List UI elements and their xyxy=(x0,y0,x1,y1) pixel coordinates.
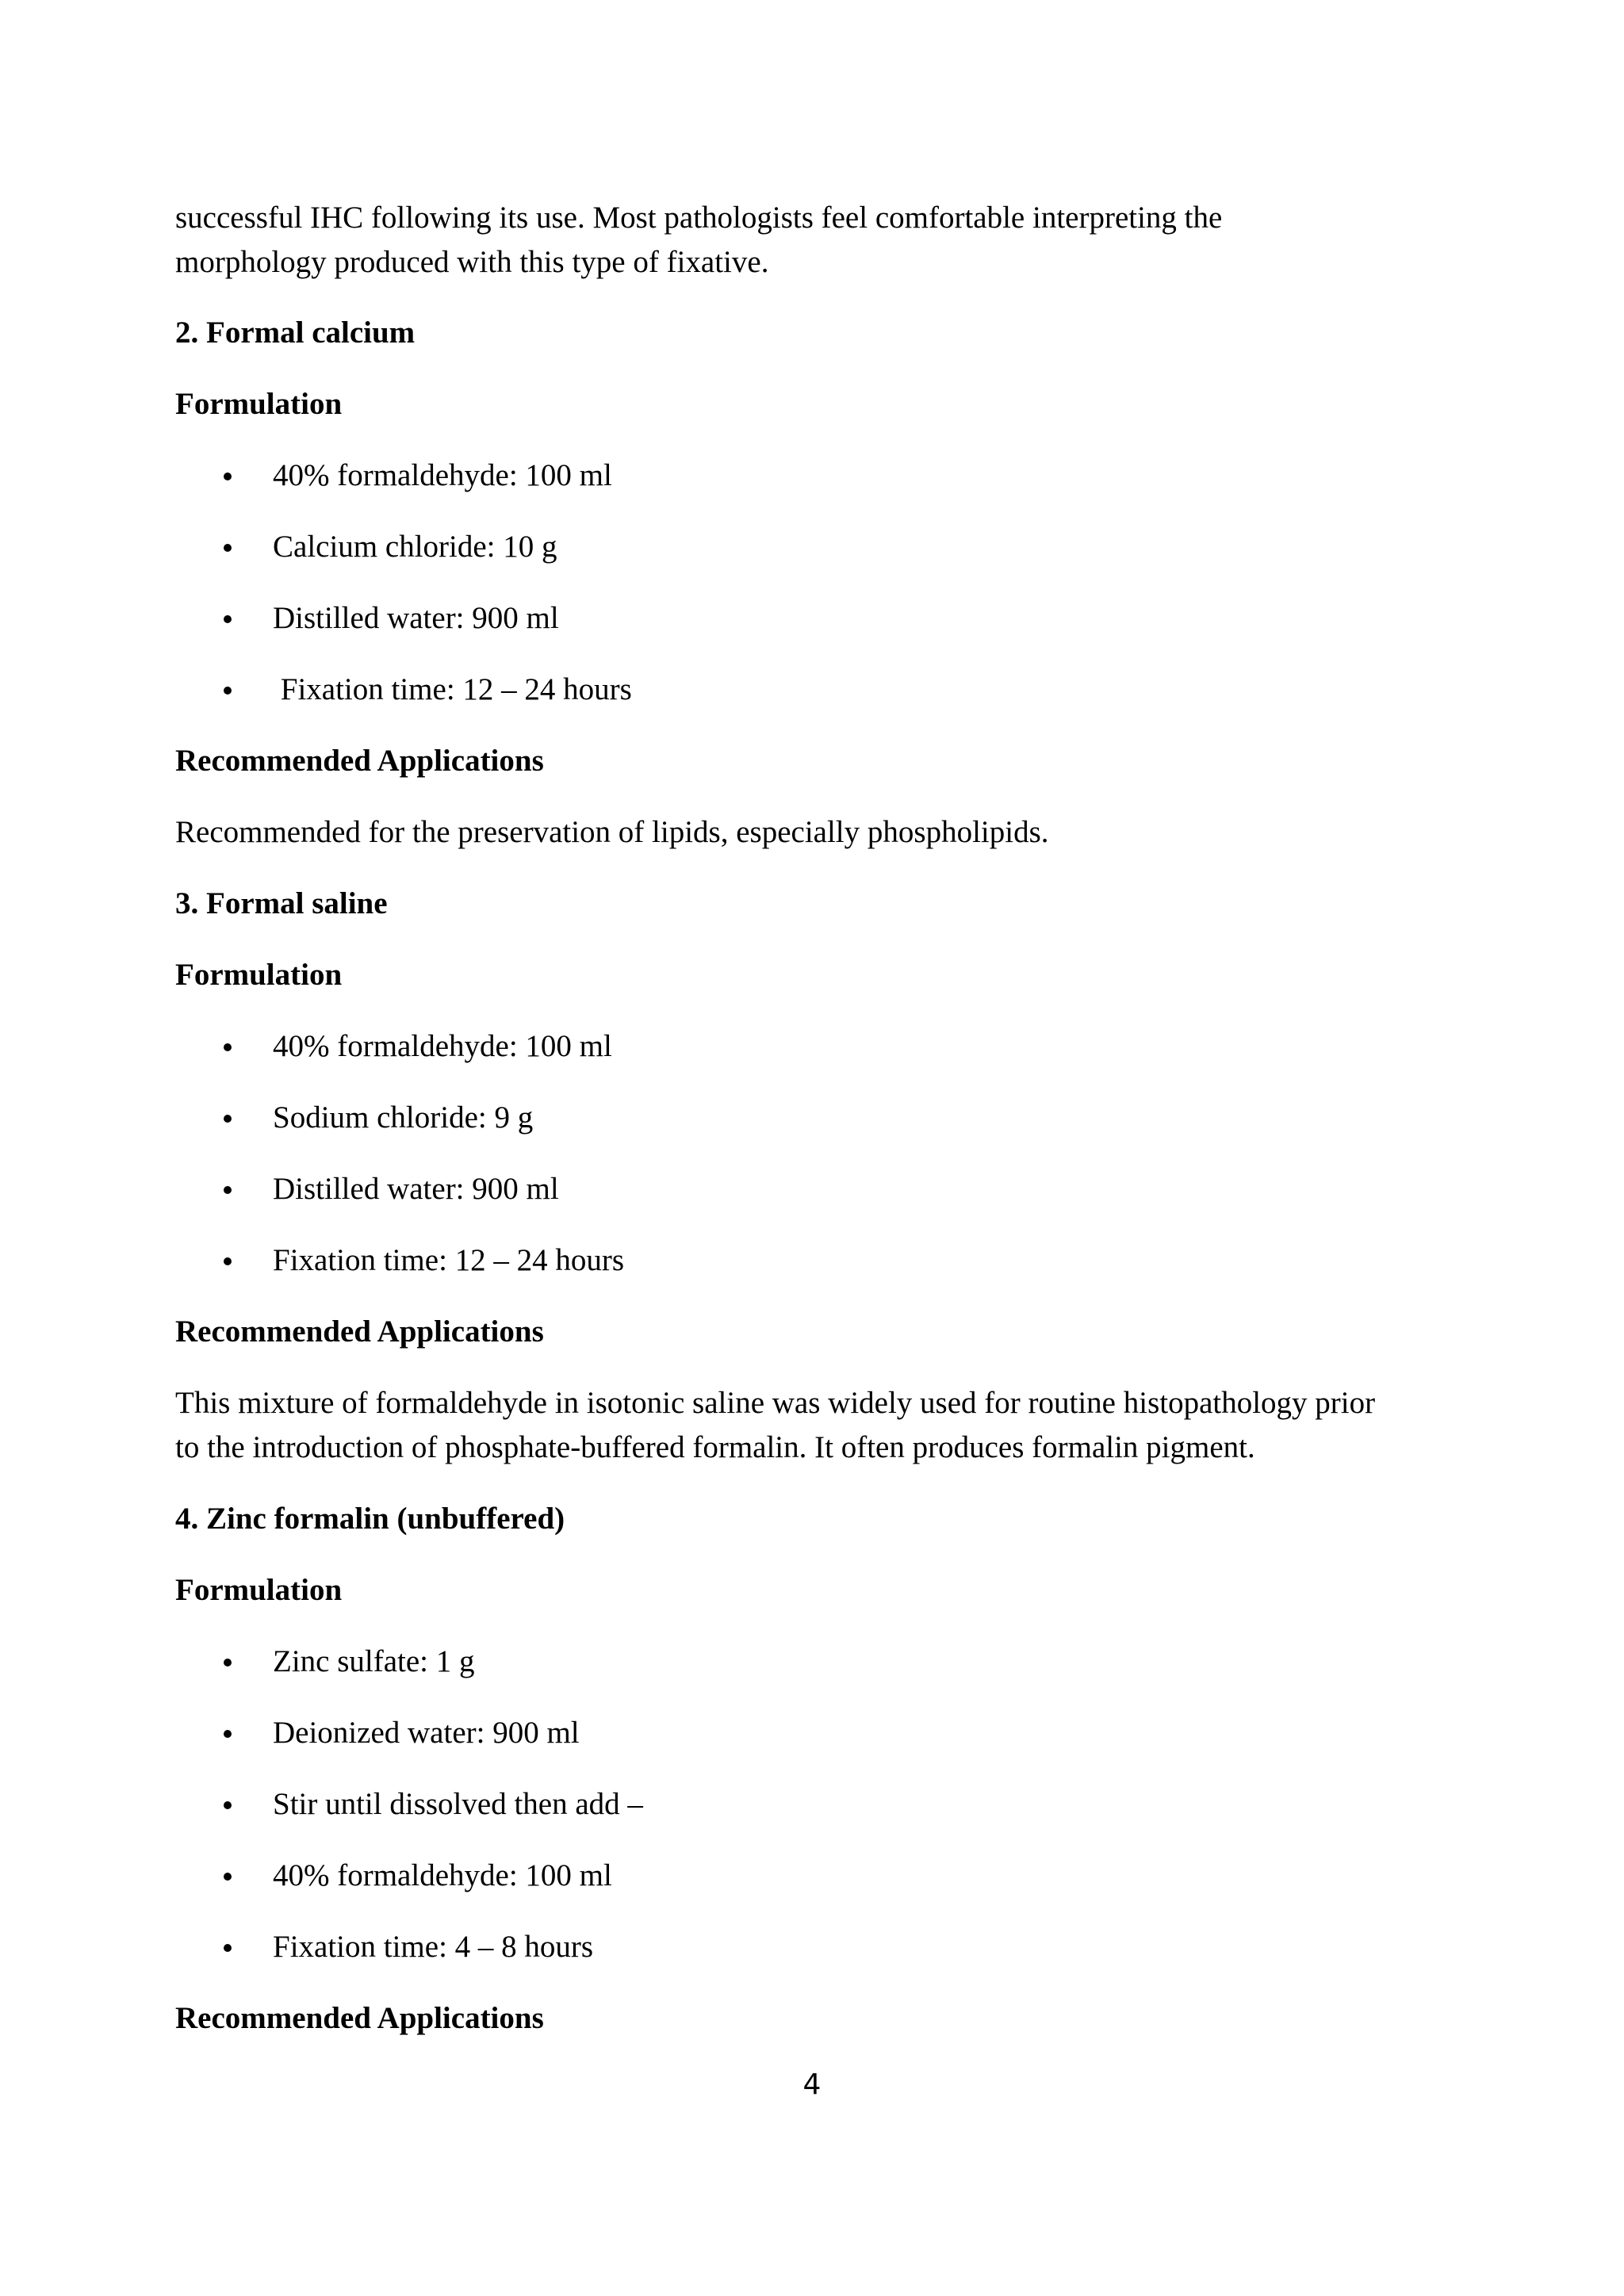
section-3-title: 3. Formal saline xyxy=(175,886,388,920)
list-item-text: Distilled water: 900 ml xyxy=(273,1172,559,1206)
bullet-icon xyxy=(224,1043,232,1051)
list-item-text: Sodium chloride: 9 g xyxy=(273,1100,534,1135)
bullet-icon xyxy=(224,615,232,623)
section-4-formulation-label: Formulation xyxy=(175,1573,343,1607)
list-item-text: 40% formaldehyde: 100 ml xyxy=(273,1029,612,1063)
section-3-applications-line-2: to the introduction of phosphate-buffered formalin. It often produces formalin pigment. xyxy=(175,1430,1255,1464)
intro-line-1: successful IHC following its use. Most pathologists feel comfortable interpreting the xyxy=(175,201,1223,235)
section-3-applications-label: Recommended Applications xyxy=(175,1314,544,1349)
intro-line-2: morphology produced with this type of fixative. xyxy=(175,245,769,279)
section-4-applications-label: Recommended Applications xyxy=(175,2001,544,2035)
bullet-icon xyxy=(224,1801,232,1809)
page-number: 4 xyxy=(802,2068,822,2101)
list-item-text: Zinc sulfate: 1 g xyxy=(273,1644,475,1678)
bullet-icon xyxy=(224,1873,232,1881)
section-2-applications-text: Recommended for the preservation of lipids, especially phospholipids. xyxy=(175,815,1049,849)
list-item-text: Calcium chloride: 10 g xyxy=(273,530,557,564)
bullet-icon xyxy=(224,1115,232,1123)
section-2-title: 2. Formal calcium xyxy=(175,316,416,350)
list-item-text: Deionized water: 900 ml xyxy=(273,1716,580,1750)
bullet-icon xyxy=(224,1730,232,1738)
list-item-text: 40% formaldehyde: 100 ml xyxy=(273,458,612,492)
bullet-icon xyxy=(224,473,232,480)
section-2-formulation-label: Formulation xyxy=(175,387,343,421)
bullet-icon xyxy=(224,687,232,695)
section-2-applications-label: Recommended Applications xyxy=(175,744,544,778)
section-3-formulation-label: Formulation xyxy=(175,958,343,992)
list-item-text: Distilled water: 900 ml xyxy=(273,601,559,635)
section-4-title: 4. Zinc formalin (unbuffered) xyxy=(175,1502,565,1536)
list-item-text: Fixation time: 12 – 24 hours xyxy=(273,1243,625,1277)
bullet-icon xyxy=(224,1257,232,1265)
list-item-text: Fixation time: 4 – 8 hours xyxy=(273,1930,594,1964)
list-item-text: 40% formaldehyde: 100 ml xyxy=(273,1858,612,1892)
bullet-icon xyxy=(224,1186,232,1194)
bullet-icon xyxy=(224,544,232,552)
bullet-icon xyxy=(224,1659,232,1667)
section-3-applications-line-1: This mixture of formaldehyde in isotonic saline was widely used for routine histopathology prior xyxy=(175,1386,1376,1420)
list-item-text: Stir until dissolved then add – xyxy=(273,1787,643,1821)
list-item-text: Fixation time: 12 – 24 hours xyxy=(273,672,632,706)
bullet-icon xyxy=(224,1944,232,1952)
